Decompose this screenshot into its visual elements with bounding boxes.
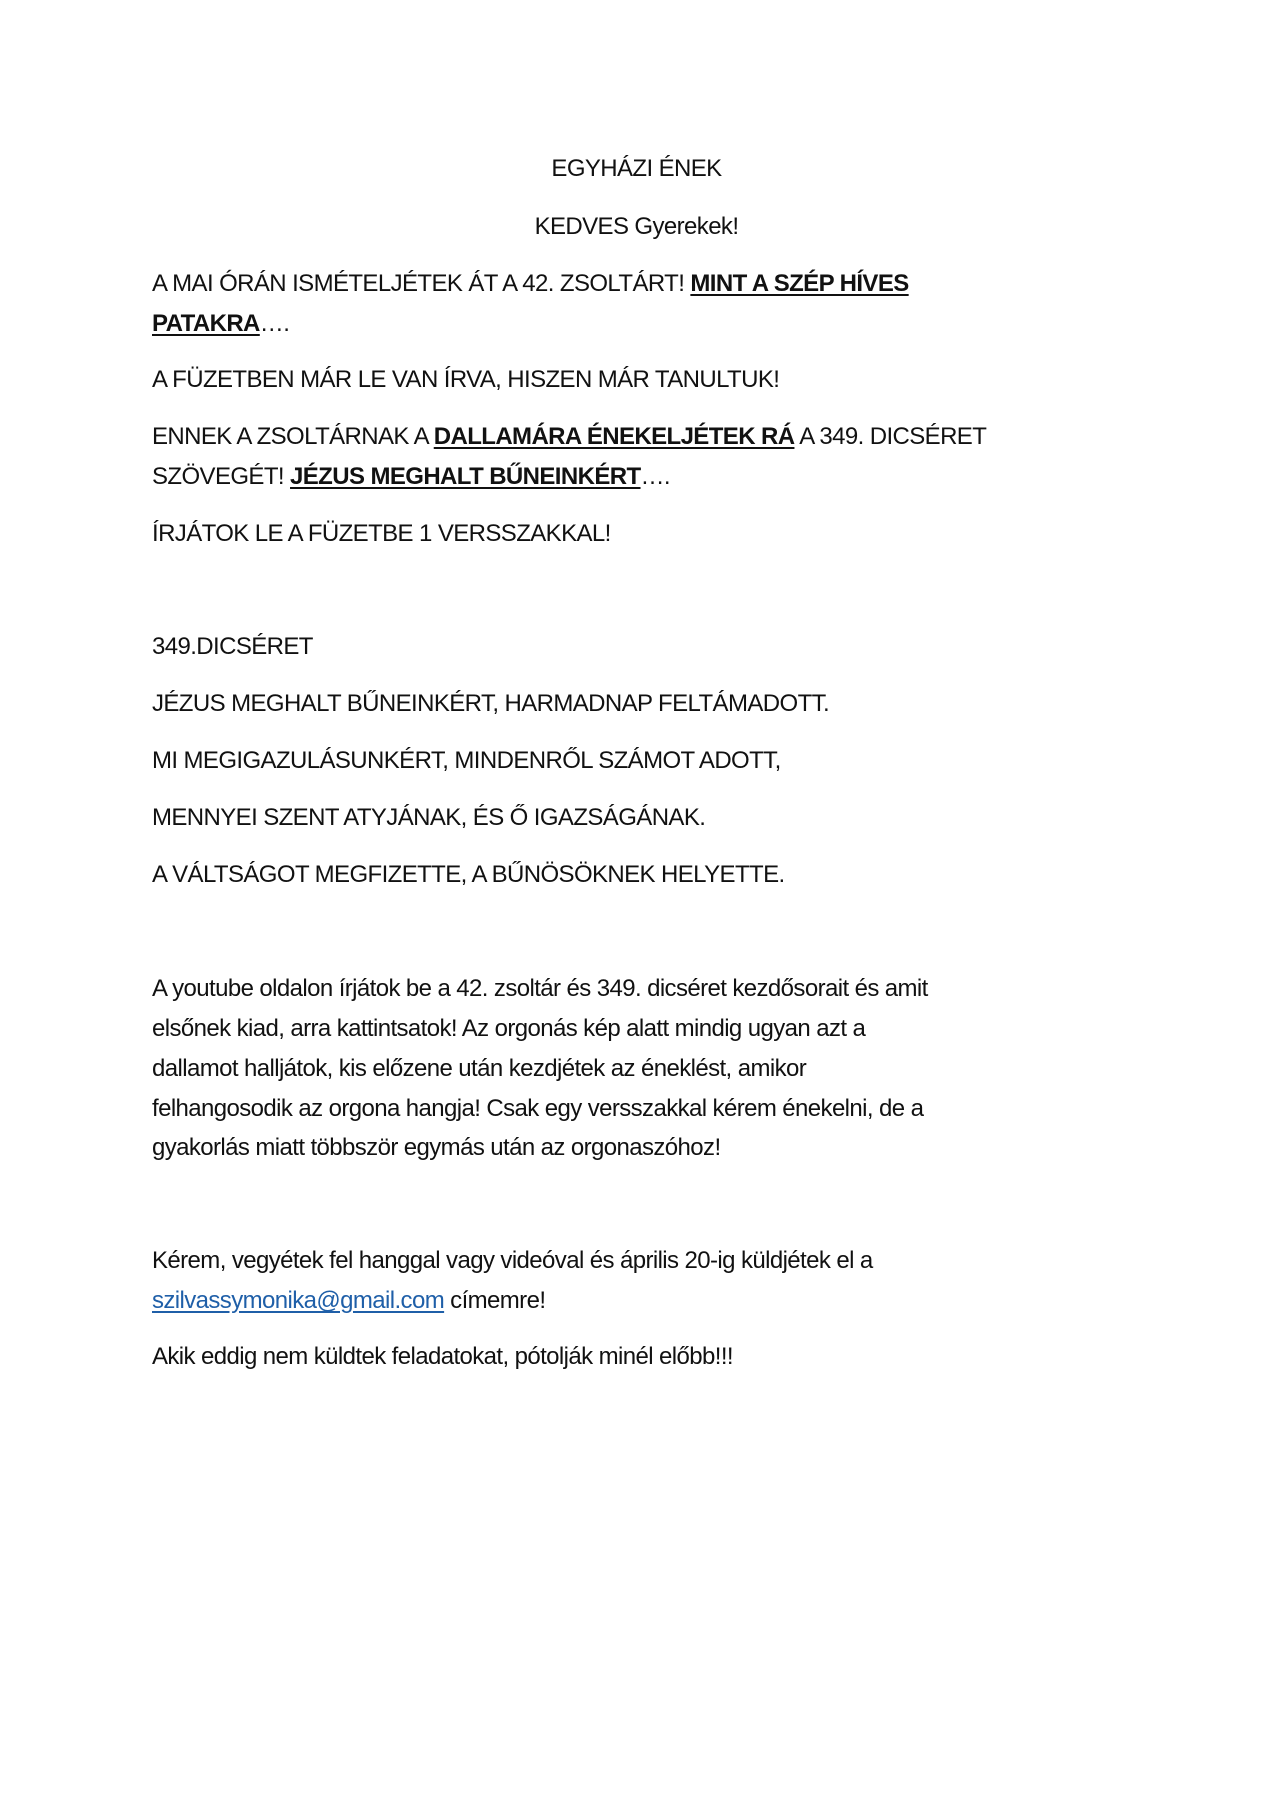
greeting: KEDVES Gyerekek! bbox=[534, 213, 739, 240]
hymn-line: MENNYEI SZENT ATYJÁNAK, ÉS Ő IGAZSÁGÁNAK. bbox=[152, 804, 706, 831]
address-text: címemre! bbox=[444, 1287, 546, 1314]
melody-emphasis: DALLAMÁRA ÉNEKELJÉTEK RÁ bbox=[433, 423, 795, 450]
youtube-paragraph-line: gyakorlás miatt többször egymás után az orgonaszóhoz! bbox=[152, 1134, 721, 1161]
ellipsis: …. bbox=[640, 463, 670, 490]
send-instruction-line-2 bbox=[152, 1286, 545, 1316]
email-link[interactable]: szilvassymonika@gmail.com bbox=[152, 1287, 445, 1314]
melody-instruction-line-1 bbox=[152, 422, 986, 452]
youtube-paragraph-line: felhangosodik az orgona hangja! Csak egy versszakkal kérem énekelni, de a bbox=[152, 1095, 924, 1122]
instruction-text: A MAI ÓRÁN ISMÉTELJÉTEK ÁT A 42. ZSOLTÁRT! bbox=[152, 270, 691, 297]
psalm-title-part-1: MINT A SZÉP HÍVES bbox=[690, 270, 909, 297]
psalm-title-part-2: PATAKRA bbox=[152, 310, 260, 337]
melody-instruction-line-2 bbox=[152, 462, 670, 492]
hymn-title-emphasis: JÉZUS MEGHALT BŰNEINKÉRT bbox=[290, 463, 641, 490]
youtube-paragraph-line: dallamot halljátok, kis előzene után kezdjétek az éneklést, amikor bbox=[152, 1055, 807, 1082]
instruction-line-2 bbox=[152, 309, 289, 339]
instruction-line-1 bbox=[152, 269, 909, 299]
hymn-line: A VÁLTSÁGOT MEGFIZETTE, A BŰNÖSÖKNEK HELYETTE. bbox=[152, 861, 785, 888]
youtube-paragraph-line: elsőnek kiad, arra kattintsatok! Az orgonás kép alatt mindig ugyan azt a bbox=[152, 1015, 866, 1042]
write-instruction: ÍRJÁTOK LE A FÜZETBE 1 VERSSZAKKAL! bbox=[152, 520, 611, 547]
ellipsis: …. bbox=[259, 310, 290, 337]
melody-text-3: SZÖVEGÉT! bbox=[152, 463, 291, 490]
document-title: EGYHÁZI ÉNEK bbox=[551, 155, 722, 182]
hymn-line: MI MEGIGAZULÁSUNKÉRT, MINDENRŐL SZÁMOT ADOTT, bbox=[152, 747, 781, 774]
melody-text-1: ENNEK A ZSOLTÁRNAK A bbox=[152, 423, 434, 450]
youtube-paragraph-line: A youtube oldalon írjátok be a 42. zsoltár és 349. dicséret kezdősorait és amit bbox=[152, 975, 928, 1002]
notebook-note: A FÜZETBEN MÁR LE VAN ÍRVA, HISZEN MÁR TANULTUK! bbox=[152, 366, 780, 393]
hymn-line: JÉZUS MEGHALT BŰNEINKÉRT, HARMADNAP FELTÁMADOTT. bbox=[152, 690, 830, 717]
send-instruction-line-1: Kérem, vegyétek fel hanggal vagy videóval és április 20-ig küldjétek el a bbox=[152, 1247, 873, 1274]
hymn-heading: 349.DICSÉRET bbox=[152, 633, 313, 660]
melody-text-2: A 349. DICSÉRET bbox=[794, 423, 987, 450]
closing-note: Akik eddig nem küldtek feladatokat, pótolják minél előbb!!! bbox=[152, 1343, 733, 1370]
